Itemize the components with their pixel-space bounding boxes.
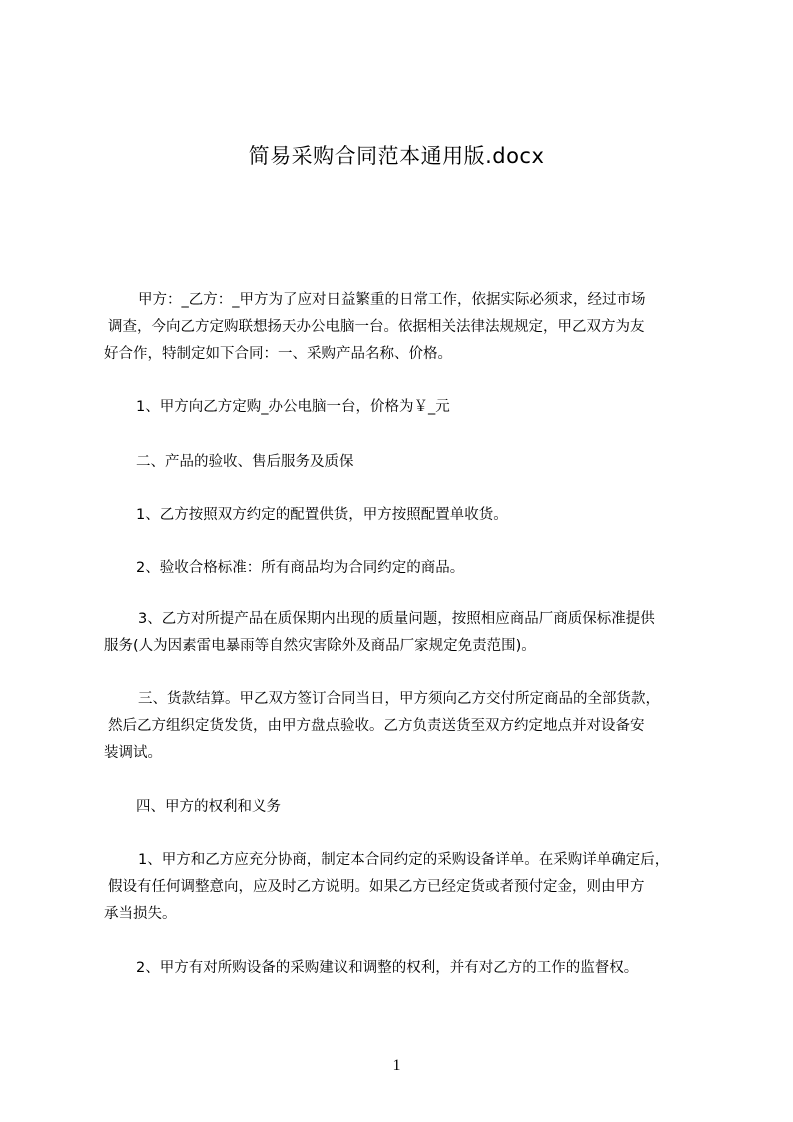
paragraph-line: 1、乙方按照双方约定的配置供货，甲方按照配置单收货。: [136, 507, 508, 523]
paragraph-line: 然后乙方组织定货发货，由甲方盘点验收。乙方负责送货至双方约定地点并对设备安: [108, 718, 645, 734]
paragraph-line: 三、货款结算。甲乙双方签订合同当日，甲方须向乙方交付所定商品的全部货款，: [138, 691, 660, 707]
paragraph-line: 1、甲方和乙方应充分协商，制定本合同约定的采购设备详单。在采购详单确定后，: [138, 852, 670, 868]
paragraph-clause-4-2: [104, 955, 724, 982]
paragraph-line: 四、甲方的权利和义务: [136, 799, 281, 815]
paragraph-line: 2、甲方有对所购设备的采购建议和调整的权利，并有对乙方的工作的监督权。: [136, 960, 639, 976]
paragraph-line: 2、验收合格标准：所有商品均为合同约定的商品。: [136, 560, 465, 576]
document-title: 简易采购合同范本通用版.docx: [248, 144, 545, 168]
paragraph-clause-2-3: [104, 606, 724, 660]
paragraph-line: 假设有任何调整意向，应及时乙方说明。如果乙方已经定货或者预付定金，则由甲方: [108, 879, 645, 895]
paragraph-line: 服务(人为因素雷电暴雨等自然灾害除外及商品厂家规定免责范围)。: [104, 638, 536, 654]
paragraph-clause-1-1: [104, 394, 724, 421]
paragraph-line: 调查，今向乙方定购联想扬天办公电脑一台。依据相关法律法规规定，甲乙双方为友: [108, 319, 645, 335]
page-number: 1: [392, 1057, 401, 1074]
paragraph-line: 甲方：_乙方：_甲方为了应对日益繁重的日常工作，依据实际必须求，经过市场: [138, 292, 646, 308]
paragraph-intro: [104, 287, 724, 368]
paragraph-clause-2-2: [104, 555, 724, 582]
paragraph-heading-4: [104, 794, 724, 821]
paragraph-line: 承当损失。: [104, 906, 177, 922]
paragraph-line: 二、产品的验收、售后服务及质保: [136, 454, 354, 470]
paragraph-heading-3: [104, 686, 724, 767]
paragraph-line: 装调试。: [104, 745, 162, 761]
paragraph-line: 好合作，特制定如下合同：一、采购产品名称、价格。: [104, 346, 452, 362]
paragraph-clause-4-1: [104, 847, 724, 928]
paragraph-line: 3、乙方对所提产品在质保期内出现的质量问题，按照相应商品厂商质保标准提供: [138, 611, 655, 627]
paragraph-clause-2-1: [104, 502, 724, 529]
paragraph-line: 1、甲方向乙方定购_办公电脑一台，价格为￥_元: [136, 399, 450, 415]
paragraph-heading-2: [104, 449, 724, 476]
